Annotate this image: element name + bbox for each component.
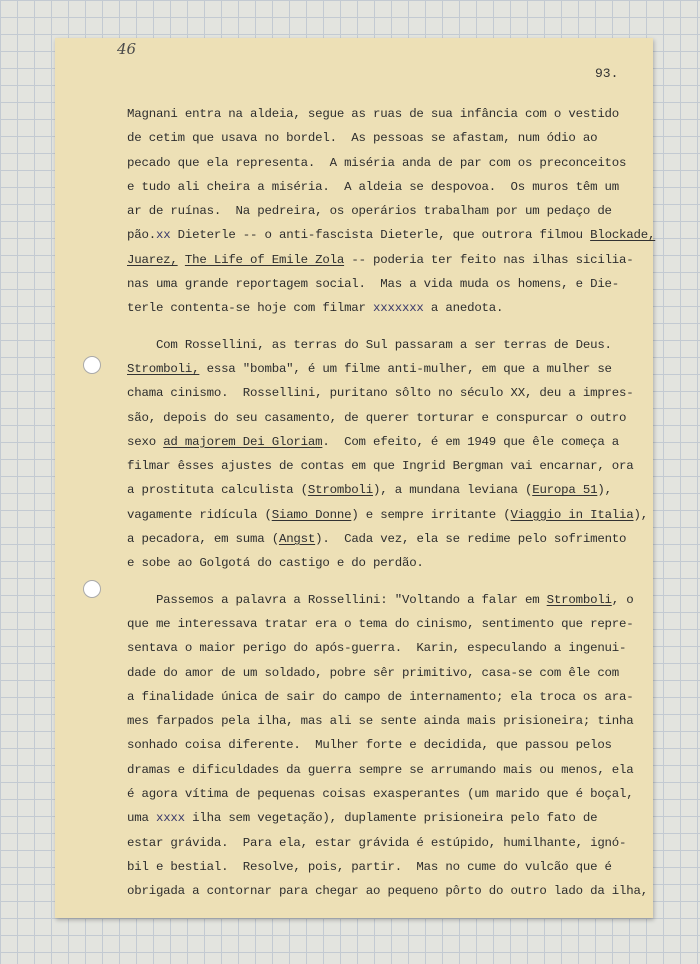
text-segment: e sobe ao Golgotá do castigo e do perdão. — [127, 556, 424, 571]
text-segment: sexo — [127, 434, 164, 449]
text-segment: chama cinismo. Rossellini, puritano sôlto no século XX, deu a impres- — [127, 386, 634, 401]
underlined-title: ad majorem Dei Gloriam — [163, 434, 323, 449]
text-segment: dade do amor de um soldado, pobre sêr primitivo, casa-se com êle com — [127, 665, 620, 680]
text-line — [127, 381, 647, 405]
struck-out-text: xx — [155, 228, 171, 243]
text-line — [127, 733, 647, 757]
text-segment: ), — [597, 483, 612, 498]
struck-out-text: xxxx — [155, 811, 185, 826]
text-segment: dramas e dificuldades da guerra sempre se arrumando mais ou menos, ela — [127, 762, 634, 777]
text-line — [127, 175, 647, 199]
text-segment: mes farpados pela ilha, mas ali se sente ainda mais prisioneira; tinha — [127, 714, 634, 729]
text-segment: que me interessava tratar era o tema do cinismo, sentimento que repre- — [127, 616, 634, 631]
text-line — [127, 685, 647, 709]
handwritten-page-number: 46 — [117, 40, 137, 58]
text-line — [127, 126, 647, 150]
underlined-title: The Life of Emile Zola — [184, 252, 345, 267]
text-segment: filmar êsses ajustes de contas em que Ingrid Bergman vai encarnar, ora — [127, 459, 634, 474]
text-segment: ), a mundana leviana ( — [373, 483, 533, 498]
text-segment: e tudo ali cheira a miséria. A aldeia se despovoa. Os muros têm um — [127, 179, 620, 194]
text-segment: bil e bestial. Resolve, pois, partir. Mas no cume do vulcão que é — [127, 859, 612, 874]
text-segment: essa "bomba", é um filme anti-mulher, em que a mulher se — [199, 361, 612, 376]
text-line — [127, 588, 647, 612]
text-line — [127, 151, 647, 175]
text-line — [127, 296, 647, 320]
text-line — [127, 102, 647, 126]
text-line — [127, 430, 647, 454]
text-line — [127, 454, 647, 478]
punch-hole — [83, 580, 101, 598]
text-segment: ). Cada vez, ela se redime pelo sofrimento — [315, 532, 627, 547]
text-line — [127, 879, 647, 903]
underlined-title: Europa 51 — [532, 483, 598, 498]
text-segment: sentava o maior perigo do após-guerra. Karin, especulando a ingenui- — [127, 641, 627, 656]
underlined-title: Siamo Donne — [271, 507, 352, 522]
text-segment: ), — [633, 507, 648, 522]
text-line — [127, 551, 647, 575]
text-line — [127, 831, 647, 855]
text-line — [127, 527, 647, 551]
text-segment: Com Rossellini, as terras do Sul passaram a ser terras de Deus. — [127, 337, 612, 352]
text-segment: uma — [127, 811, 156, 826]
struck-out-text: xxxxxxx — [373, 301, 424, 316]
text-segment: de cetim que usava no bordel. As pessoas se afastam, num ódio ao — [127, 131, 598, 146]
text-segment: -- poderia ter feito nas ilhas sicilia- — [344, 252, 634, 267]
text-line — [127, 223, 656, 247]
text-line — [127, 636, 647, 660]
typewritten-body — [127, 102, 656, 904]
text-line — [127, 272, 647, 296]
text-line — [127, 782, 647, 806]
text-segment: ilha sem vegetação), duplamente prisioneira pelo fato de — [184, 811, 598, 826]
underlined-title: Stromboli — [546, 592, 612, 607]
text-segment: Dieterle -- o anti-fascista Dieterle, que outrora filmou — [170, 228, 591, 243]
text-segment: a pecadora, em suma ( — [127, 532, 279, 547]
text-segment: a anedota. — [423, 301, 504, 316]
text-segment: a prostituta calculista ( — [127, 483, 308, 498]
text-line — [127, 806, 647, 830]
text-segment: obrigada a contornar para chegar ao pequeno pôrto do outro lado da ilha, — [127, 884, 648, 899]
text-line — [127, 612, 647, 636]
text-segment — [178, 253, 185, 267]
text-segment: vagamente ridícula ( — [127, 507, 272, 522]
underlined-title: Angst — [278, 532, 316, 547]
text-segment: estar grávida. Para ela, estar grávida é estúpido, humilhante, ignó- — [127, 835, 627, 850]
text-line — [127, 357, 647, 381]
text-segment: são, depois do seu casamento, de querer torturar e conspurcar o outro — [127, 410, 627, 425]
text-line — [127, 855, 647, 879]
text-line — [127, 503, 647, 527]
text-line — [127, 199, 647, 223]
typed-page — [55, 38, 656, 918]
text-line — [127, 406, 647, 430]
text-segment: terle contenta-se hoje com filmar — [127, 301, 374, 316]
text-segment: , o — [611, 592, 634, 607]
text-line — [127, 709, 647, 733]
text-segment: nas uma grande reportagem social. Mas a vida muda os homens, e Die- — [127, 277, 620, 292]
text-segment: Magnani entra na aldeia, segue as ruas de sua infância com o vestido — [127, 107, 620, 121]
text-segment: Passemos a palavra a Rossellini: "Voltando a falar em — [127, 592, 547, 607]
paragraph-gap — [127, 576, 647, 588]
text-segment: pecado que ela representa. A miséria anda de par com os preconceitos — [127, 155, 627, 170]
underlined-title: Viaggio in Italia — [510, 507, 634, 522]
punch-hole — [83, 356, 101, 374]
underlined-title: Stromboli — [307, 483, 374, 498]
text-segment: a finalidade única de sair do campo de internamento; ela troca os ara- — [127, 689, 634, 704]
text-segment: pão. — [127, 228, 156, 243]
text-segment: sonhado coisa diferente. Mulher forte e decidida, que passou pelos — [127, 738, 612, 753]
text-line — [127, 758, 647, 782]
text-line — [127, 333, 647, 357]
typed-page-number: 93. — [595, 66, 619, 81]
text-line — [127, 248, 647, 272]
text-segment: é agora vítima de pequenas coisas exasperantes (um marido que é boçal, — [127, 787, 634, 802]
text-segment: . Com efeito, é em 1949 que êle começa a — [322, 434, 620, 449]
text-line — [127, 478, 647, 502]
text-line — [127, 661, 647, 685]
text-segment: ar de ruínas. Na pedreira, os operários trabalham por um pedaço de — [127, 204, 612, 219]
underlined-title: Juarez, — [127, 252, 178, 267]
text-segment: ) e sempre irritante ( — [351, 507, 511, 522]
underlined-title: Stromboli, — [127, 361, 200, 376]
underlined-title: Blockade, — [590, 228, 656, 243]
paragraph-gap — [127, 321, 647, 333]
